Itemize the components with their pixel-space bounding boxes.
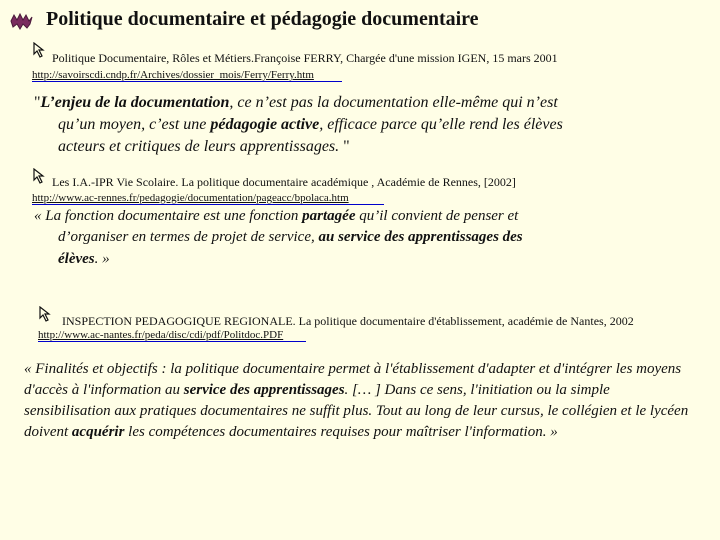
link-underline — [32, 81, 342, 82]
hand-pointer-icon — [38, 306, 54, 322]
quote-paragraph: « Finalités et objectifs : la politique documentaire permet à l'établissement d'adapter et d'intégrer les moyens d'accès à l'information au service des apprentissages. [… ] Dans ce sens, l'initiation ou la simple sensibilisation aux pratiques documentaires ne suffit plus. Tout au long de leur cursus, le collégien et le lycéen doivent acquérir les compétences documentaires requises pour maîtriser l'information. » — [24, 361, 689, 440]
quote-line: d’organiser en termes de projet de service, au service des apprentissages des — [58, 229, 523, 245]
hand-pointer-icon — [32, 42, 48, 58]
quote-line: élèves. » — [58, 251, 110, 267]
quote-line: « La fonction documentaire est une fonction partagée qu’il convient de penser et — [34, 208, 519, 224]
scribble-bullet-icon — [8, 12, 34, 30]
quote-line: acteurs et critiques de leurs apprentissages. " — [58, 138, 350, 155]
reference-link[interactable]: http://www.ac-rennes.fr/pedagogie/documentation/pageacc/bpolaca.htm — [32, 192, 349, 204]
link-underline — [38, 341, 306, 342]
reference-citation: Les I.A.-IPR Vie Scolaire. La politique documentaire académique , Académie de Rennes, [2002] — [52, 175, 516, 189]
hand-pointer-icon — [32, 168, 48, 184]
reference-citation: Politique Documentaire, Rôles et Métiers.Françoise FERRY, Chargée d'une mission IGEN, 15 mars 2001 — [52, 51, 558, 65]
reference-citation: INSPECTION PEDAGOGIQUE REGIONALE. La politique documentaire d'établissement, académie de Nantes, 2002 — [62, 314, 634, 328]
quote-line: "L’enjeu de la documentation, ce n’est pas la documentation elle-même qui n’est — [34, 94, 558, 111]
reference-link[interactable]: http://www.ac-nantes.fr/peda/disc/cdi/pdf/Politdoc.PDF — [38, 329, 284, 341]
page-title: Politique documentaire et pédagogie documentaire — [46, 8, 479, 30]
reference-link[interactable]: http://savoirscdi.cndp.fr/Archives/dossier_mois/Ferry/Ferry.htm — [32, 69, 314, 81]
quote-line: qu’un moyen, c’est une pédagogie active, efficace parce qu’elle rend les élèves — [58, 116, 563, 133]
